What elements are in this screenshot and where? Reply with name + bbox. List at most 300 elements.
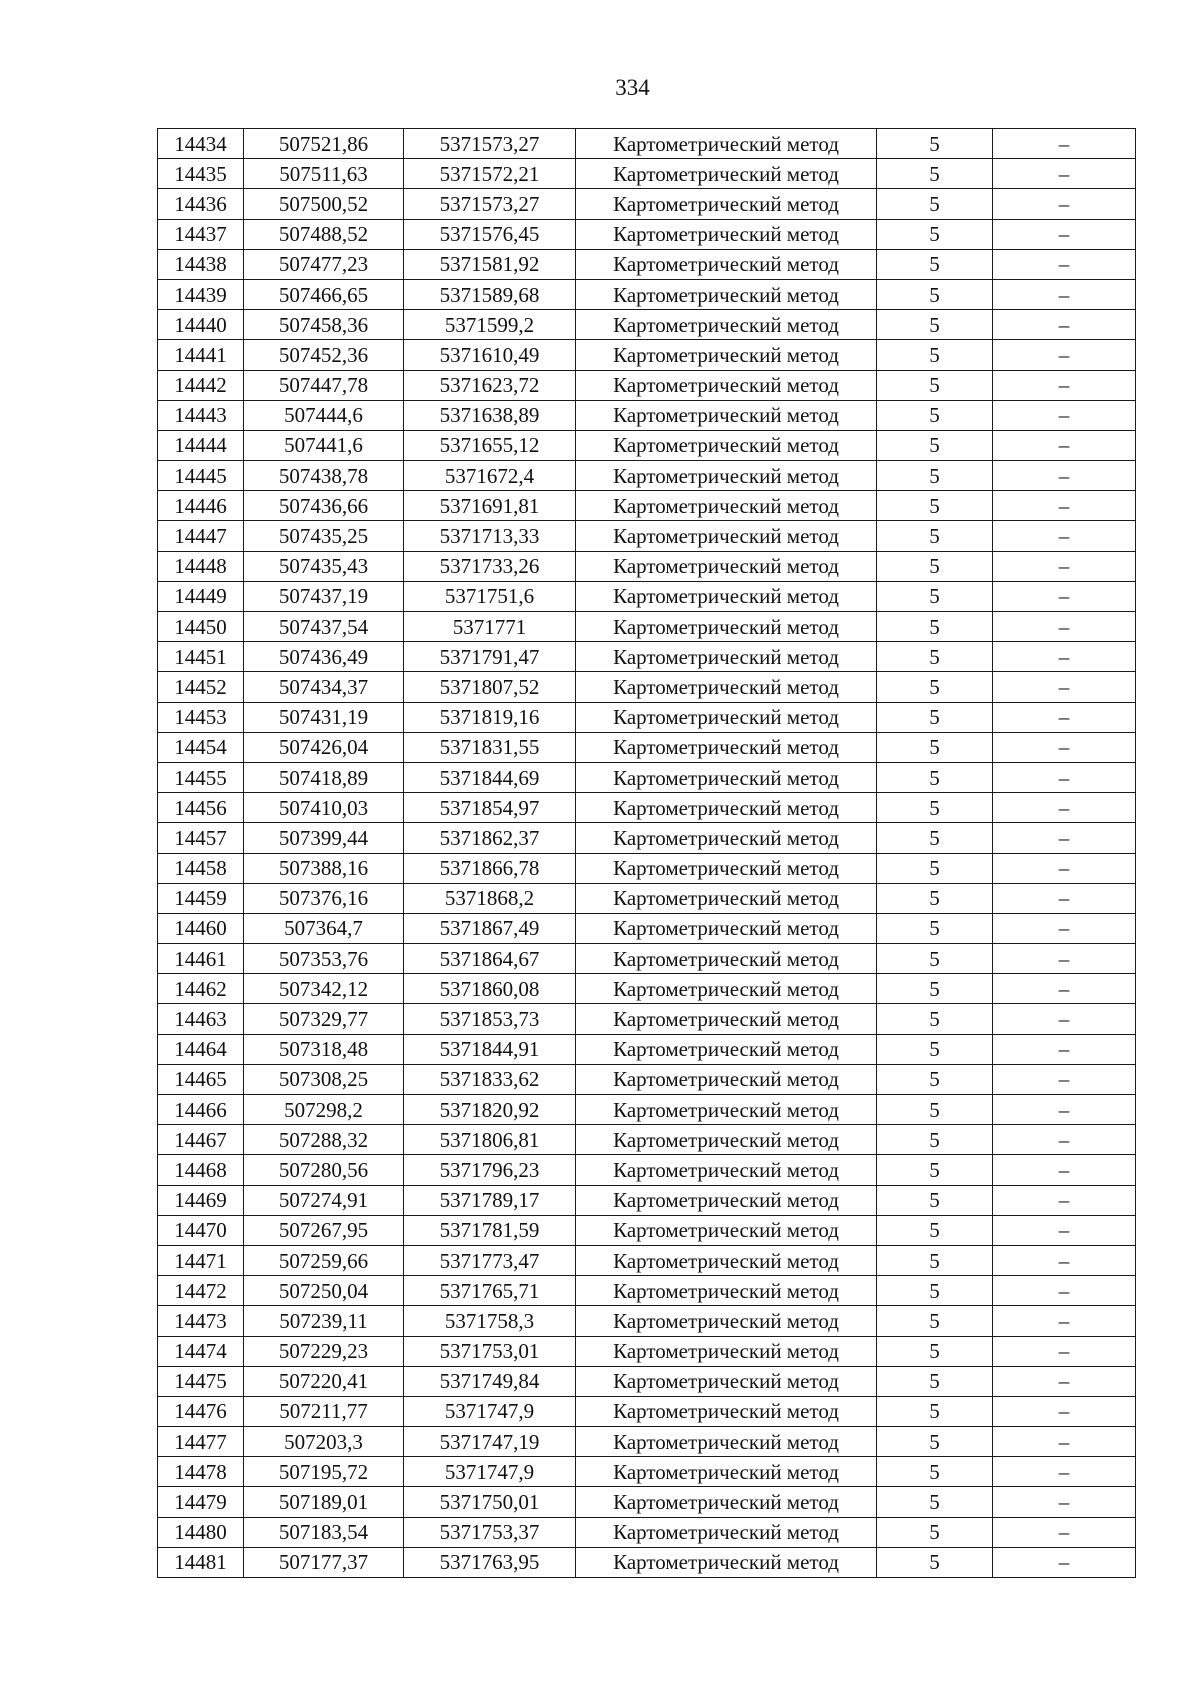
y-coordinate-cell: 5371781,59	[404, 1215, 576, 1245]
x-coordinate-cell: 507259,66	[244, 1245, 404, 1275]
x-coordinate-cell: 507500,52	[244, 189, 404, 219]
note-cell: –	[993, 1155, 1136, 1185]
table-row	[158, 672, 1136, 702]
point-number-cell: 14481	[158, 1547, 244, 1577]
table-row	[158, 913, 1136, 943]
table-row	[158, 129, 1136, 159]
y-coordinate-cell: 5371572,21	[404, 159, 576, 189]
method-cell: Картометрический метод	[576, 672, 877, 702]
table-row	[158, 1155, 1136, 1185]
method-cell: Картометрический метод	[576, 159, 877, 189]
table-row	[158, 1366, 1136, 1396]
method-cell: Картометрический метод	[576, 913, 877, 943]
point-number-cell: 14461	[158, 944, 244, 974]
method-cell: Картометрический метод	[576, 1276, 877, 1306]
x-coordinate-cell: 507441,6	[244, 430, 404, 460]
note-cell: –	[993, 159, 1136, 189]
point-number-cell: 14458	[158, 853, 244, 883]
note-cell: –	[993, 793, 1136, 823]
table-row	[158, 1457, 1136, 1487]
accuracy-cell: 5	[877, 883, 993, 913]
accuracy-cell: 5	[877, 279, 993, 309]
table-row	[158, 702, 1136, 732]
method-cell: Картометрический метод	[576, 1457, 877, 1487]
accuracy-cell: 5	[877, 702, 993, 732]
coordinates-table	[157, 128, 1136, 1578]
accuracy-cell: 5	[877, 430, 993, 460]
method-cell: Картометрический метод	[576, 340, 877, 370]
point-number-cell: 14478	[158, 1457, 244, 1487]
note-cell: –	[993, 1547, 1136, 1577]
x-coordinate-cell: 507488,52	[244, 219, 404, 249]
x-coordinate-cell: 507329,77	[244, 1004, 404, 1034]
x-coordinate-cell: 507431,19	[244, 702, 404, 732]
accuracy-cell: 5	[877, 642, 993, 672]
method-cell: Картометрический метод	[576, 581, 877, 611]
y-coordinate-cell: 5371771	[404, 612, 576, 642]
x-coordinate-cell: 507183,54	[244, 1517, 404, 1547]
accuracy-cell: 5	[877, 1517, 993, 1547]
method-cell: Картометрический метод	[576, 1004, 877, 1034]
point-number-cell: 14435	[158, 159, 244, 189]
x-coordinate-cell: 507250,04	[244, 1276, 404, 1306]
x-coordinate-cell: 507466,65	[244, 279, 404, 309]
x-coordinate-cell: 507388,16	[244, 853, 404, 883]
table-row	[158, 883, 1136, 913]
x-coordinate-cell: 507211,77	[244, 1396, 404, 1426]
table-row	[158, 642, 1136, 672]
note-cell: –	[993, 491, 1136, 521]
x-coordinate-cell: 507195,72	[244, 1457, 404, 1487]
method-cell: Картометрический метод	[576, 1245, 877, 1275]
accuracy-cell: 5	[877, 793, 993, 823]
accuracy-cell: 5	[877, 1185, 993, 1215]
table-row	[158, 1215, 1136, 1245]
y-coordinate-cell: 5371791,47	[404, 642, 576, 672]
y-coordinate-cell: 5371844,91	[404, 1034, 576, 1064]
table-row	[158, 732, 1136, 762]
note-cell: –	[993, 219, 1136, 249]
x-coordinate-cell: 507376,16	[244, 883, 404, 913]
note-cell: –	[993, 974, 1136, 1004]
method-cell: Картометрический метод	[576, 1215, 877, 1245]
point-number-cell: 14470	[158, 1215, 244, 1245]
accuracy-cell: 5	[877, 974, 993, 1004]
x-coordinate-cell: 507418,89	[244, 762, 404, 792]
accuracy-cell: 5	[877, 1427, 993, 1457]
x-coordinate-cell: 507452,36	[244, 340, 404, 370]
y-coordinate-cell: 5371573,27	[404, 129, 576, 159]
accuracy-cell: 5	[877, 551, 993, 581]
method-cell: Картометрический метод	[576, 370, 877, 400]
point-number-cell: 14462	[158, 974, 244, 1004]
note-cell: –	[993, 1457, 1136, 1487]
table-row	[158, 944, 1136, 974]
method-cell: Картометрический метод	[576, 1336, 877, 1366]
table-row	[158, 1276, 1136, 1306]
x-coordinate-cell: 507410,03	[244, 793, 404, 823]
method-cell: Картометрический метод	[576, 1517, 877, 1547]
table-row	[158, 612, 1136, 642]
table-row	[158, 279, 1136, 309]
note-cell: –	[993, 279, 1136, 309]
note-cell: –	[993, 823, 1136, 853]
x-coordinate-cell: 507267,95	[244, 1215, 404, 1245]
y-coordinate-cell: 5371610,49	[404, 340, 576, 370]
method-cell: Картометрический метод	[576, 400, 877, 430]
y-coordinate-cell: 5371866,78	[404, 853, 576, 883]
note-cell: –	[993, 1215, 1136, 1245]
table-row	[158, 430, 1136, 460]
point-number-cell: 14480	[158, 1517, 244, 1547]
page-number: 334	[615, 75, 650, 100]
x-coordinate-cell: 507444,6	[244, 400, 404, 430]
point-number-cell: 14459	[158, 883, 244, 913]
note-cell: –	[993, 1517, 1136, 1547]
note-cell: –	[993, 944, 1136, 974]
x-coordinate-cell: 507521,86	[244, 129, 404, 159]
point-number-cell: 14479	[158, 1487, 244, 1517]
method-cell: Картометрический метод	[576, 310, 877, 340]
method-cell: Картометрический метод	[576, 642, 877, 672]
point-number-cell: 14472	[158, 1276, 244, 1306]
table-row	[158, 1095, 1136, 1125]
table-row	[158, 793, 1136, 823]
y-coordinate-cell: 5371749,84	[404, 1366, 576, 1396]
note-cell: –	[993, 310, 1136, 340]
method-cell: Картометрический метод	[576, 1185, 877, 1215]
x-coordinate-cell: 507458,36	[244, 310, 404, 340]
accuracy-cell: 5	[877, 853, 993, 883]
y-coordinate-cell: 5371713,33	[404, 521, 576, 551]
y-coordinate-cell: 5371753,01	[404, 1336, 576, 1366]
note-cell: –	[993, 551, 1136, 581]
note-cell: –	[993, 461, 1136, 491]
point-number-cell: 14471	[158, 1245, 244, 1275]
table-row	[158, 521, 1136, 551]
point-number-cell: 14468	[158, 1155, 244, 1185]
x-coordinate-cell: 507318,48	[244, 1034, 404, 1064]
table-row	[158, 551, 1136, 581]
accuracy-cell: 5	[877, 461, 993, 491]
accuracy-cell: 5	[877, 1095, 993, 1125]
note-cell: –	[993, 1004, 1136, 1034]
note-cell: –	[993, 853, 1136, 883]
accuracy-cell: 5	[877, 219, 993, 249]
method-cell: Картометрический метод	[576, 189, 877, 219]
accuracy-cell: 5	[877, 189, 993, 219]
y-coordinate-cell: 5371623,72	[404, 370, 576, 400]
y-coordinate-cell: 5371773,47	[404, 1245, 576, 1275]
note-cell: –	[993, 732, 1136, 762]
accuracy-cell: 5	[877, 944, 993, 974]
x-coordinate-cell: 507342,12	[244, 974, 404, 1004]
accuracy-cell: 5	[877, 129, 993, 159]
x-coordinate-cell: 507280,56	[244, 1155, 404, 1185]
table-row	[158, 491, 1136, 521]
table-row	[158, 310, 1136, 340]
method-cell: Картометрический метод	[576, 1366, 877, 1396]
method-cell: Картометрический метод	[576, 702, 877, 732]
method-cell: Картометрический метод	[576, 1155, 877, 1185]
y-coordinate-cell: 5371854,97	[404, 793, 576, 823]
note-cell: –	[993, 1095, 1136, 1125]
x-coordinate-cell: 507477,23	[244, 249, 404, 279]
y-coordinate-cell: 5371751,6	[404, 581, 576, 611]
table-row	[158, 1517, 1136, 1547]
table-row	[158, 249, 1136, 279]
table-row	[158, 1125, 1136, 1155]
table-row	[158, 189, 1136, 219]
note-cell: –	[993, 129, 1136, 159]
point-number-cell: 14441	[158, 340, 244, 370]
method-cell: Картометрический метод	[576, 732, 877, 762]
method-cell: Картометрический метод	[576, 1306, 877, 1336]
point-number-cell: 14464	[158, 1034, 244, 1064]
x-coordinate-cell: 507274,91	[244, 1185, 404, 1215]
note-cell: –	[993, 1396, 1136, 1426]
y-coordinate-cell: 5371691,81	[404, 491, 576, 521]
x-coordinate-cell: 507239,11	[244, 1306, 404, 1336]
note-cell: –	[993, 883, 1136, 913]
point-number-cell: 14460	[158, 913, 244, 943]
point-number-cell: 14477	[158, 1427, 244, 1457]
accuracy-cell: 5	[877, 370, 993, 400]
point-number-cell: 14474	[158, 1336, 244, 1366]
point-number-cell: 14439	[158, 279, 244, 309]
accuracy-cell: 5	[877, 491, 993, 521]
method-cell: Картометрический метод	[576, 1547, 877, 1577]
note-cell: –	[993, 189, 1136, 219]
x-coordinate-cell: 507353,76	[244, 944, 404, 974]
x-coordinate-cell: 507437,19	[244, 581, 404, 611]
table-row	[158, 823, 1136, 853]
point-number-cell: 14436	[158, 189, 244, 219]
note-cell: –	[993, 612, 1136, 642]
note-cell: –	[993, 1064, 1136, 1094]
y-coordinate-cell: 5371750,01	[404, 1487, 576, 1517]
y-coordinate-cell: 5371807,52	[404, 672, 576, 702]
y-coordinate-cell: 5371820,92	[404, 1095, 576, 1125]
accuracy-cell: 5	[877, 340, 993, 370]
table-row	[158, 1185, 1136, 1215]
accuracy-cell: 5	[877, 732, 993, 762]
note-cell: –	[993, 400, 1136, 430]
point-number-cell: 14448	[158, 551, 244, 581]
note-cell: –	[993, 672, 1136, 702]
y-coordinate-cell: 5371789,17	[404, 1185, 576, 1215]
note-cell: –	[993, 1427, 1136, 1457]
y-coordinate-cell: 5371638,89	[404, 400, 576, 430]
note-cell: –	[993, 370, 1136, 400]
accuracy-cell: 5	[877, 1034, 993, 1064]
x-coordinate-cell: 507364,7	[244, 913, 404, 943]
accuracy-cell: 5	[877, 521, 993, 551]
y-coordinate-cell: 5371589,68	[404, 279, 576, 309]
y-coordinate-cell: 5371867,49	[404, 913, 576, 943]
accuracy-cell: 5	[877, 1396, 993, 1426]
note-cell: –	[993, 913, 1136, 943]
accuracy-cell: 5	[877, 1487, 993, 1517]
method-cell: Картометрический метод	[576, 430, 877, 460]
point-number-cell: 14449	[158, 581, 244, 611]
point-number-cell: 14455	[158, 762, 244, 792]
x-coordinate-cell: 507434,37	[244, 672, 404, 702]
table-row	[158, 974, 1136, 1004]
point-number-cell: 14476	[158, 1396, 244, 1426]
accuracy-cell: 5	[877, 1366, 993, 1396]
y-coordinate-cell: 5371758,3	[404, 1306, 576, 1336]
x-coordinate-cell: 507438,78	[244, 461, 404, 491]
y-coordinate-cell: 5371765,71	[404, 1276, 576, 1306]
x-coordinate-cell: 507189,01	[244, 1487, 404, 1517]
x-coordinate-cell: 507288,32	[244, 1125, 404, 1155]
x-coordinate-cell: 507436,49	[244, 642, 404, 672]
point-number-cell: 14456	[158, 793, 244, 823]
method-cell: Картометрический метод	[576, 1396, 877, 1426]
accuracy-cell: 5	[877, 1125, 993, 1155]
table-row	[158, 400, 1136, 430]
y-coordinate-cell: 5371853,73	[404, 1004, 576, 1034]
point-number-cell: 14443	[158, 400, 244, 430]
table-row	[158, 1427, 1136, 1457]
point-number-cell: 14463	[158, 1004, 244, 1034]
table-row	[158, 219, 1136, 249]
point-number-cell: 14446	[158, 491, 244, 521]
y-coordinate-cell: 5371862,37	[404, 823, 576, 853]
point-number-cell: 14454	[158, 732, 244, 762]
method-cell: Картометрический метод	[576, 823, 877, 853]
method-cell: Картометрический метод	[576, 1427, 877, 1457]
point-number-cell: 14437	[158, 219, 244, 249]
point-number-cell: 14473	[158, 1306, 244, 1336]
method-cell: Картометрический метод	[576, 1034, 877, 1064]
method-cell: Картометрический метод	[576, 1125, 877, 1155]
note-cell: –	[993, 642, 1136, 672]
y-coordinate-cell: 5371833,62	[404, 1064, 576, 1094]
y-coordinate-cell: 5371819,16	[404, 702, 576, 732]
x-coordinate-cell: 507436,66	[244, 491, 404, 521]
accuracy-cell: 5	[877, 1306, 993, 1336]
point-number-cell: 14447	[158, 521, 244, 551]
table-row	[158, 1034, 1136, 1064]
note-cell: –	[993, 1034, 1136, 1064]
method-cell: Картометрический метод	[576, 883, 877, 913]
y-coordinate-cell: 5371844,69	[404, 762, 576, 792]
accuracy-cell: 5	[877, 1064, 993, 1094]
x-coordinate-cell: 507447,78	[244, 370, 404, 400]
y-coordinate-cell: 5371747,9	[404, 1396, 576, 1426]
accuracy-cell: 5	[877, 1276, 993, 1306]
method-cell: Картометрический метод	[576, 853, 877, 883]
table-row	[158, 853, 1136, 883]
point-number-cell: 14440	[158, 310, 244, 340]
point-number-cell: 14451	[158, 642, 244, 672]
accuracy-cell: 5	[877, 762, 993, 792]
accuracy-cell: 5	[877, 400, 993, 430]
table-row	[158, 1547, 1136, 1577]
y-coordinate-cell: 5371868,2	[404, 883, 576, 913]
table-row	[158, 1306, 1136, 1336]
x-coordinate-cell: 507177,37	[244, 1547, 404, 1577]
accuracy-cell: 5	[877, 1547, 993, 1577]
point-number-cell: 14452	[158, 672, 244, 702]
accuracy-cell: 5	[877, 913, 993, 943]
point-number-cell: 14450	[158, 612, 244, 642]
x-coordinate-cell: 507511,63	[244, 159, 404, 189]
note-cell: –	[993, 702, 1136, 732]
point-number-cell: 14444	[158, 430, 244, 460]
accuracy-cell: 5	[877, 612, 993, 642]
point-number-cell: 14466	[158, 1095, 244, 1125]
accuracy-cell: 5	[877, 159, 993, 189]
x-coordinate-cell: 507229,23	[244, 1336, 404, 1366]
table-row	[158, 1336, 1136, 1366]
table-row	[158, 1487, 1136, 1517]
note-cell: –	[993, 521, 1136, 551]
y-coordinate-cell: 5371806,81	[404, 1125, 576, 1155]
method-cell: Картометрический метод	[576, 1487, 877, 1517]
method-cell: Картометрический метод	[576, 944, 877, 974]
accuracy-cell: 5	[877, 581, 993, 611]
accuracy-cell: 5	[877, 1336, 993, 1366]
table-row	[158, 1004, 1136, 1034]
note-cell: –	[993, 1336, 1136, 1366]
note-cell: –	[993, 1366, 1136, 1396]
note-cell: –	[993, 1276, 1136, 1306]
method-cell: Картометрический метод	[576, 1095, 877, 1125]
x-coordinate-cell: 507298,2	[244, 1095, 404, 1125]
point-number-cell: 14467	[158, 1125, 244, 1155]
y-coordinate-cell: 5371573,27	[404, 189, 576, 219]
x-coordinate-cell: 507435,25	[244, 521, 404, 551]
table-row	[158, 461, 1136, 491]
point-number-cell: 14457	[158, 823, 244, 853]
method-cell: Картометрический метод	[576, 491, 877, 521]
point-number-cell: 14445	[158, 461, 244, 491]
note-cell: –	[993, 762, 1136, 792]
note-cell: –	[993, 340, 1136, 370]
table-row	[158, 370, 1136, 400]
accuracy-cell: 5	[877, 1004, 993, 1034]
method-cell: Картометрический метод	[576, 219, 877, 249]
x-coordinate-cell: 507220,41	[244, 1366, 404, 1396]
coordinates-table-body	[158, 129, 1136, 1578]
note-cell: –	[993, 1306, 1136, 1336]
y-coordinate-cell: 5371796,23	[404, 1155, 576, 1185]
table-row	[158, 581, 1136, 611]
y-coordinate-cell: 5371864,67	[404, 944, 576, 974]
accuracy-cell: 5	[877, 1155, 993, 1185]
y-coordinate-cell: 5371763,95	[404, 1547, 576, 1577]
method-cell: Картометрический метод	[576, 521, 877, 551]
y-coordinate-cell: 5371747,19	[404, 1427, 576, 1457]
method-cell: Картометрический метод	[576, 249, 877, 279]
point-number-cell: 14442	[158, 370, 244, 400]
point-number-cell: 14438	[158, 249, 244, 279]
table-row	[158, 1245, 1136, 1275]
y-coordinate-cell: 5371831,55	[404, 732, 576, 762]
table-row	[158, 762, 1136, 792]
y-coordinate-cell: 5371747,9	[404, 1457, 576, 1487]
point-number-cell: 14469	[158, 1185, 244, 1215]
x-coordinate-cell: 507426,04	[244, 732, 404, 762]
note-cell: –	[993, 430, 1136, 460]
note-cell: –	[993, 249, 1136, 279]
y-coordinate-cell: 5371733,26	[404, 551, 576, 581]
method-cell: Картометрический метод	[576, 612, 877, 642]
table-row	[158, 1396, 1136, 1426]
